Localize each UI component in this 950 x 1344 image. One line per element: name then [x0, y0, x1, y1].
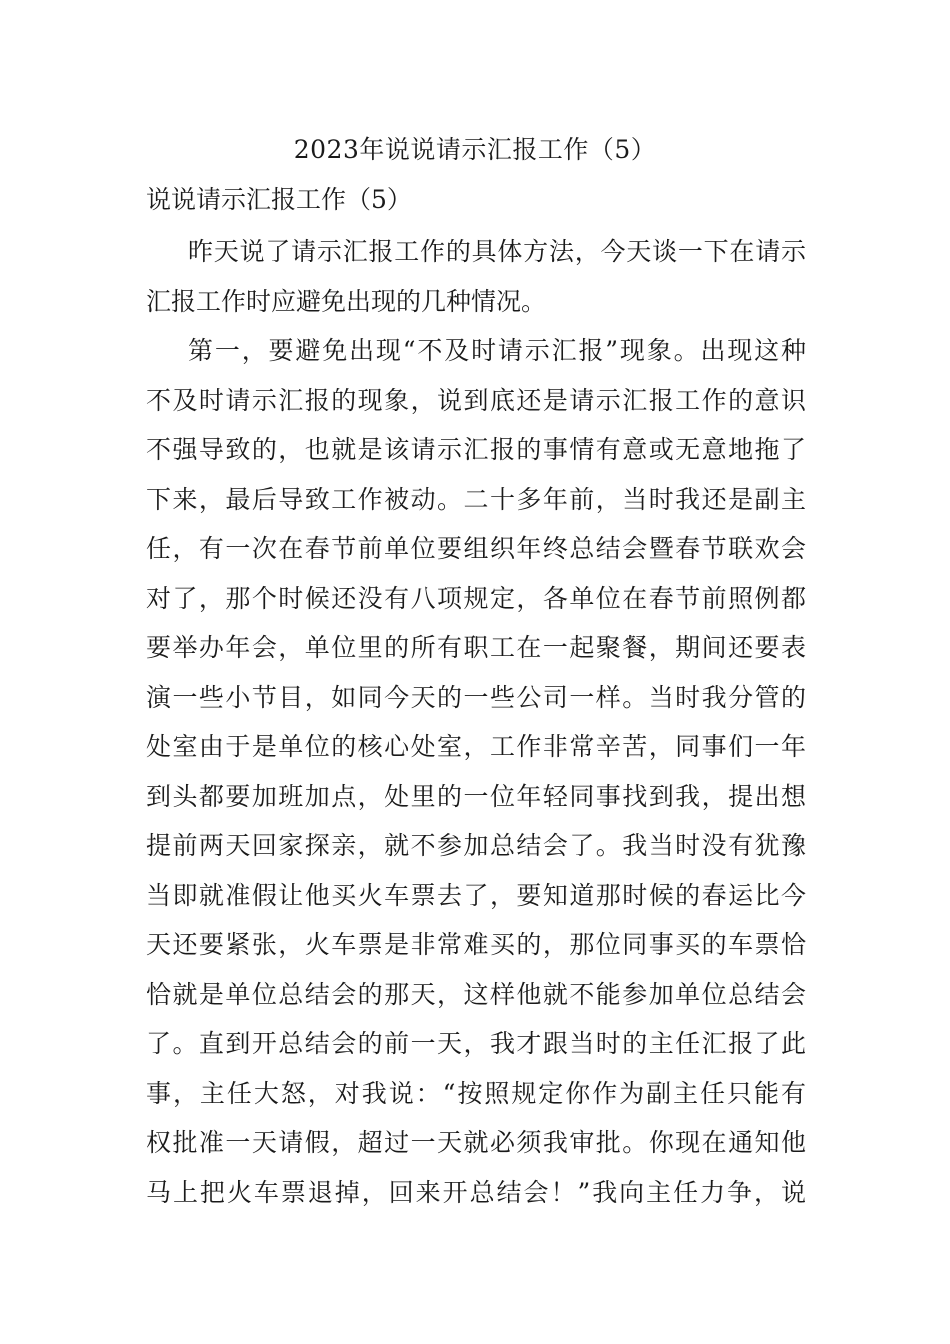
text-line: 不及时请示汇报的现象，说到底还是请示汇报工作的意识: [146, 385, 806, 415]
document-body: [146, 227, 806, 1217]
text-line: 权批准一天请假，超过一天就必须我审批。你现在通知他: [146, 1128, 806, 1157]
text-line: 第一，要避免出现“不及时请示汇报”现象。出现这种: [188, 336, 806, 365]
text-line: 恰就是单位总结会的那天，这样他就不能参加单位总结会: [146, 979, 806, 1009]
text-line: 天还要紧张，火车票是非常难买的，那位同事买的车票恰: [146, 930, 806, 959]
text-line: 任，有一次在春节前单位要组织年终总结会暨春节联欢会: [146, 534, 806, 563]
document-title: 2023年说说请示汇报工作（5）: [293, 135, 657, 164]
text-line: 处室由于是单位的核心处室，工作非常辛苦，同事们一年: [146, 732, 806, 761]
text-line: 事，主任大怒，对我说：“按照规定你作为副主任只能有: [146, 1078, 806, 1108]
text-line: 马上把火车票退掉，回来开总结会！”我向主任力争，说: [146, 1177, 806, 1207]
text-line: 下来，最后导致工作被动。二十多年前，当时我还是副主: [146, 484, 806, 514]
paragraph-1: [146, 227, 806, 326]
text-line: 对了，那个时候还没有八项规定，各单位在春节前照例都: [146, 583, 806, 613]
text-line: 要举办年会，单位里的所有职工在一起聚餐，期间还要表: [146, 633, 806, 662]
text-line: 到头都要加班加点，处里的一位年轻同事找到我，提出想: [146, 781, 806, 811]
text-line: 汇报工作时应避免出现的几种情况。: [146, 286, 547, 316]
text-line: 不强导致的，也就是该请示汇报的事情有意或无意地拖了: [146, 435, 806, 464]
text-line: 演一些小节目，如同今天的一些公司一样。当时我分管的: [146, 682, 806, 712]
paragraph-2: [146, 326, 806, 1217]
text-line: 昨天说了请示汇报工作的具体方法，今天谈一下在请示: [188, 237, 806, 266]
text-line: 了。直到开总结会的前一天，我才跟当时的主任汇报了此: [146, 1029, 806, 1058]
text-line: 当即就准假让他买火车票去了，要知道那时候的春运比今: [146, 880, 806, 910]
text-line: 提前两天回家探亲，就不参加总结会了。我当时没有犹豫: [146, 831, 806, 860]
document-subtitle: 说说请示汇报工作（5）: [146, 185, 412, 214]
